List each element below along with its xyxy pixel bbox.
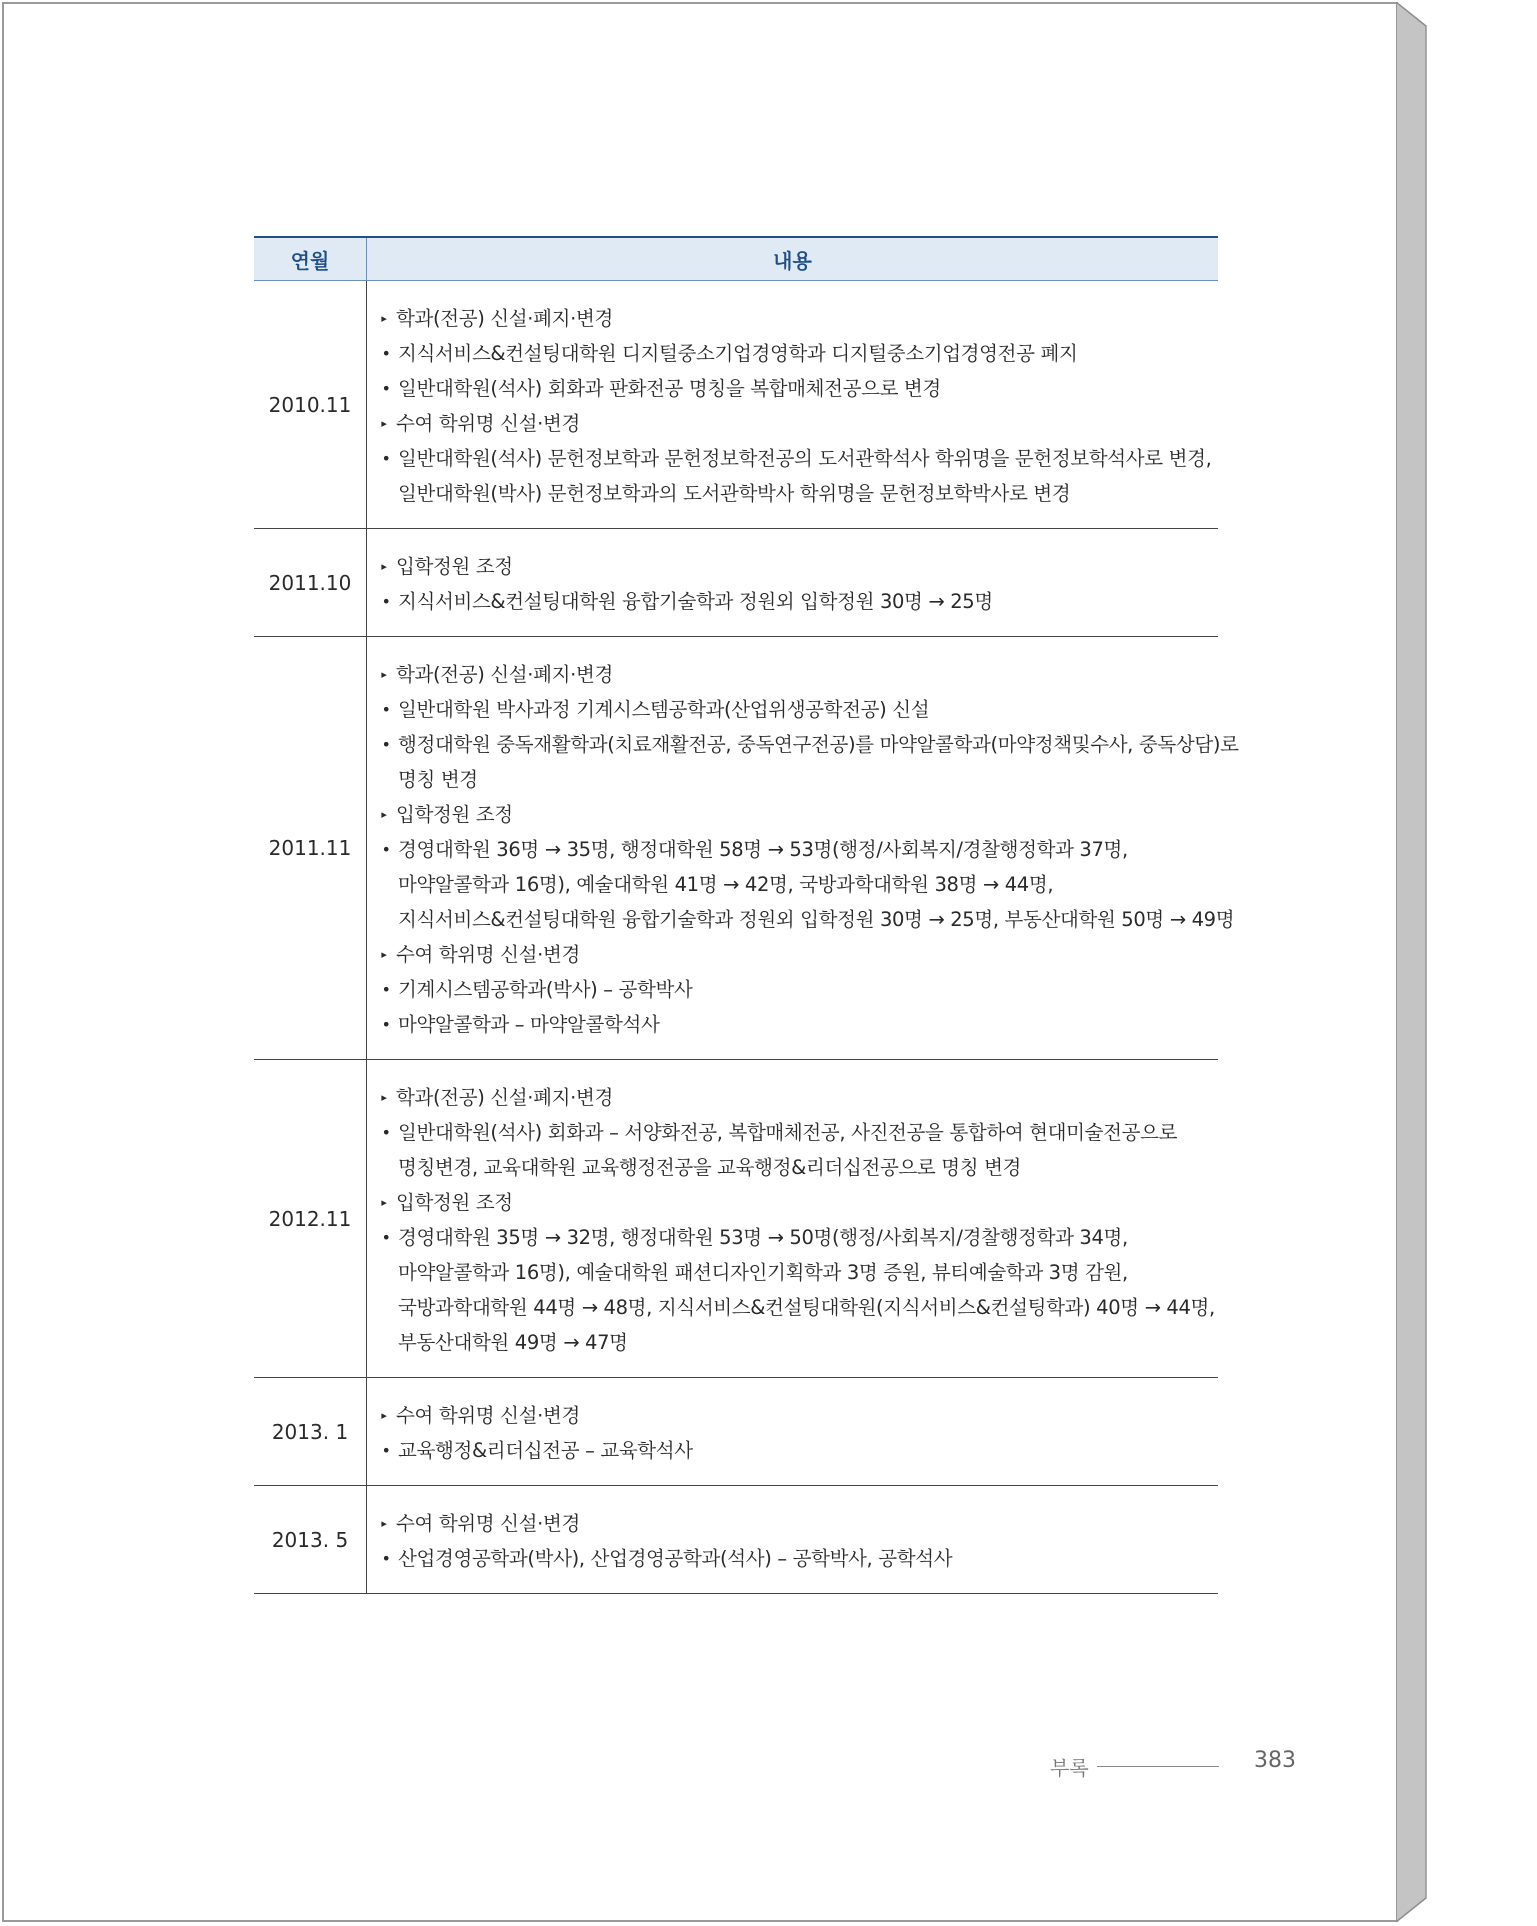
line-text: 명칭변경, 교육대학원 교육행정전공을 교육행정&리더십전공으로 명칭 변경: [398, 1156, 1022, 1179]
bullet-line: [377, 832, 1212, 867]
line-text: 입학정원 조정: [396, 1191, 513, 1214]
row-year: 2013. 1: [254, 1378, 367, 1486]
dot-bullet-icon: •: [381, 379, 391, 398]
triangle-bullet-icon: ▸: [381, 312, 387, 325]
continuation-line: [377, 867, 1212, 902]
line-text: 국방과학대학원 44명 → 48명, 지식서비스&컨설팅대학원(지식서비스&컨설팅학과) 40명 → 44명,: [398, 1296, 1215, 1319]
dot-bullet-icon: •: [381, 840, 391, 859]
continuation-line: [377, 902, 1235, 937]
dot-bullet-icon: •: [381, 344, 391, 363]
dot-bullet-icon: •: [381, 592, 391, 611]
line-text: 입학정원 조정: [396, 555, 513, 578]
footer-section-label: 부록: [1050, 1756, 1089, 1780]
dot-bullet-icon: •: [381, 1441, 391, 1460]
row-year: 2011.10: [254, 529, 367, 637]
row-year: 2013. 5: [254, 1486, 367, 1594]
row-year: 2011.11: [254, 637, 367, 1060]
bullet-line: [377, 441, 1212, 476]
dot-bullet-icon: •: [381, 1549, 391, 1568]
line-text: 일반대학원(석사) 회화과 – 서양화전공, 복합매체전공, 사진전공을 통합하여 현대미술전공으로: [398, 1121, 1178, 1144]
section-heading-line: [377, 1506, 1212, 1541]
line-text: 경영대학원 35명 → 32명, 행정대학원 53명 → 50명(행정/사회복지/경찰행정학과 34명,: [398, 1226, 1128, 1249]
bullet-line: [377, 371, 1212, 406]
section-heading-line: [377, 406, 1212, 441]
table-row: [254, 1378, 1218, 1486]
line-text: 기계시스템공학과(박사) – 공학박사: [398, 978, 693, 1001]
row-content: [367, 1486, 1219, 1594]
table-row: [254, 1486, 1218, 1594]
revision-history-table: [254, 236, 1239, 1594]
continuation-line: [377, 1150, 1212, 1185]
section-heading-line: [377, 1185, 1212, 1220]
bullet-line: [377, 727, 1239, 762]
bullet-line: [377, 1007, 1212, 1042]
dot-bullet-icon: •: [381, 700, 391, 719]
row-content: [367, 529, 1219, 637]
row-year: 2010.11: [254, 281, 367, 529]
line-text: 명칭 변경: [398, 768, 478, 791]
line-text: 수여 학위명 신설·변경: [396, 1512, 580, 1535]
line-text: 일반대학원(박사) 문헌정보학과의 도서관학박사 학위명을 문헌정보학박사로 변경: [398, 482, 1071, 505]
line-text: 마약알콜학과 16명), 예술대학원 패션디자인기획학과 3명 증원, 뷰티예술학과 3명 감원,: [398, 1261, 1128, 1284]
line-text: 학과(전공) 신설·폐지·변경: [396, 307, 613, 330]
table-row: [254, 637, 1218, 1060]
dot-bullet-icon: •: [381, 1228, 391, 1247]
continuation-line: [377, 1325, 1212, 1360]
row-content: [367, 1378, 1219, 1486]
triangle-bullet-icon: ▸: [381, 1517, 387, 1530]
line-text: 지식서비스&컨설팅대학원 디지털중소기업경영학과 디지털중소기업경영전공 폐지: [398, 342, 1078, 365]
section-heading-line: [377, 1398, 1212, 1433]
line-text: 학과(전공) 신설·폐지·변경: [396, 663, 613, 686]
continuation-line: [377, 1290, 1215, 1325]
section-heading-line: [377, 937, 1212, 972]
bullet-line: [377, 336, 1212, 371]
header-content: 내용: [367, 237, 1219, 281]
table-row: [254, 281, 1218, 529]
line-text: 경영대학원 36명 → 35명, 행정대학원 58명 → 53명(행정/사회복지/경찰행정학과 37명,: [398, 838, 1128, 861]
table-row: [254, 529, 1218, 637]
line-text: 부동산대학원 49명 → 47명: [398, 1331, 628, 1354]
line-text: 지식서비스&컨설팅대학원 융합기술학과 정원외 입학정원 30명 → 25명, 부동산대학원 50명 → 49명: [398, 908, 1235, 931]
row-year: 2012.11: [254, 1060, 367, 1378]
section-heading-line: [377, 797, 1212, 832]
row-content: [367, 1060, 1219, 1378]
triangle-bullet-icon: ▸: [381, 668, 387, 681]
continuation-line: [377, 1255, 1212, 1290]
line-text: 수여 학위명 신설·변경: [396, 412, 580, 435]
bullet-line: [377, 972, 1212, 1007]
table-body: [254, 281, 1239, 1594]
triangle-bullet-icon: ▸: [381, 1196, 387, 1209]
bullet-line: [377, 584, 1212, 619]
line-text: 교육행정&리더십전공 – 교육학석사: [398, 1439, 693, 1462]
line-text: 입학정원 조정: [396, 803, 513, 826]
bullet-line: [377, 1115, 1212, 1150]
line-text: 수여 학위명 신설·변경: [396, 1404, 580, 1427]
page-edge-shadow: [1396, 2, 1432, 1922]
bullet-line: [377, 1433, 1212, 1468]
dot-bullet-icon: •: [381, 980, 391, 999]
revision-history-table-wrap: [254, 236, 1239, 1594]
triangle-bullet-icon: ▸: [381, 417, 387, 430]
bullet-line: [377, 1220, 1212, 1255]
table-row: [254, 1060, 1218, 1378]
line-text: 마약알콜학과 – 마약알콜학석사: [398, 1013, 660, 1036]
triangle-bullet-icon: ▸: [381, 1409, 387, 1422]
line-text: 일반대학원 박사과정 기계시스템공학과(산업위생공학전공) 신설: [398, 698, 930, 721]
section-heading-line: [377, 1080, 1212, 1115]
header-year: 연월: [254, 237, 367, 281]
section-heading-line: [377, 301, 1212, 336]
page-number: 383: [1254, 1748, 1296, 1773]
table-header-row: [254, 237, 1218, 281]
bullet-line: [377, 1541, 1212, 1576]
triangle-bullet-icon: ▸: [381, 808, 387, 821]
footer-divider: [1097, 1766, 1219, 1767]
dot-bullet-icon: •: [381, 1123, 391, 1142]
line-text: 학과(전공) 신설·폐지·변경: [396, 1086, 613, 1109]
line-text: 산업경영공학과(박사), 산업경영공학과(석사) – 공학박사, 공학석사: [398, 1547, 953, 1570]
continuation-line: [377, 762, 1212, 797]
triangle-bullet-icon: ▸: [381, 560, 387, 573]
line-text: 행정대학원 중독재활학과(치료재활전공, 중독연구전공)를 마약알콜학과(마약정책및수사, 중독상담)로: [398, 733, 1239, 756]
row-content: [367, 637, 1239, 1060]
section-heading-line: [377, 657, 1212, 692]
bullet-line: [377, 692, 1212, 727]
triangle-bullet-icon: ▸: [381, 1091, 387, 1104]
dot-bullet-icon: •: [381, 1015, 391, 1034]
line-text: 일반대학원(석사) 회화과 판화전공 명칭을 복합매체전공으로 변경: [398, 377, 941, 400]
continuation-line: [377, 476, 1212, 511]
line-text: 수여 학위명 신설·변경: [396, 943, 580, 966]
dot-bullet-icon: •: [381, 449, 391, 468]
line-text: 일반대학원(석사) 문헌정보학과 문헌정보학전공의 도서관학석사 학위명을 문헌정보학석사로 변경,: [398, 447, 1212, 470]
line-text: 지식서비스&컨설팅대학원 융합기술학과 정원외 입학정원 30명 → 25명: [398, 590, 993, 613]
dot-bullet-icon: •: [381, 735, 391, 754]
section-heading-line: [377, 549, 1212, 584]
row-content: [367, 281, 1219, 529]
line-text: 마약알콜학과 16명), 예술대학원 41명 → 42명, 국방과학대학원 38명 → 44명,: [398, 873, 1054, 896]
triangle-bullet-icon: ▸: [381, 948, 387, 961]
